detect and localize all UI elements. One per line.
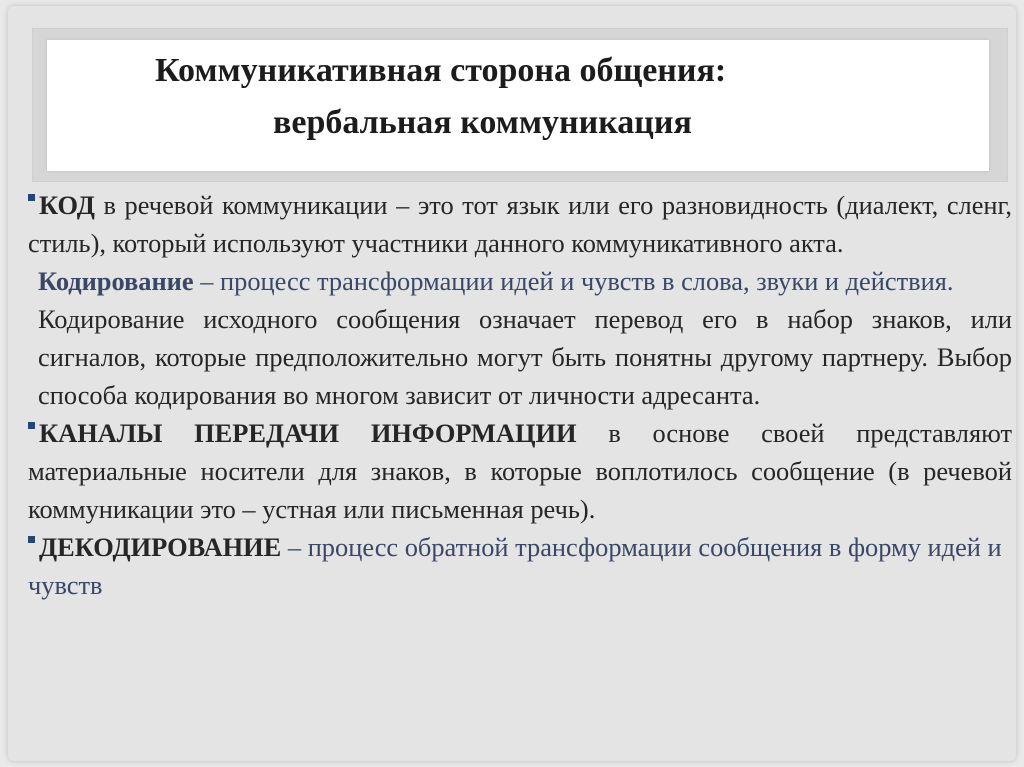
code-paragraph <box>28 186 1012 262</box>
encoding-term: Кодирование <box>38 266 194 296</box>
title-box <box>47 40 989 171</box>
channels-paragraph <box>28 414 1012 528</box>
code-text: в речевой коммуникации – это тот язык или его разновидность (диалект, сленг, стиль), который используют участники данного коммуникативного акта. <box>28 190 1012 258</box>
bullet-square-icon <box>28 536 35 543</box>
channels-text: в основе своей представляют материальные носители для знаков, в которые воплотилось сообщение (в речевой коммуникации это – устная или письменная речь). <box>28 418 1012 524</box>
decoding-term: ДЕКОДИРОВАНИЕ <box>39 532 282 562</box>
encoding-text: – процесс трансформации идей и чувств в слова, звуки и действия. <box>193 266 954 296</box>
channels-term: КАНАЛЫ ПЕРЕДАЧИ ИНФОРМАЦИИ <box>39 418 577 448</box>
slide <box>8 6 1016 761</box>
decoding-text: – процесс обратной трансформации сообщения в форму идей и чувств <box>28 532 1002 600</box>
decoding-paragraph <box>28 528 1012 604</box>
encoding-detail-paragraph: Кодирование исходного сообщения означает перевод его в набор знаков, или сигналов, которые предположительно могут быть понятны другому партнеру. Выбор способа кодирования во многом зависит от личности адресанта. <box>38 304 1012 410</box>
bullet-square-icon <box>28 194 35 201</box>
encoding-paragraph <box>28 262 1012 300</box>
slide-title-line-2: вербальная коммуникация <box>273 104 692 141</box>
code-term: КОД <box>39 190 95 220</box>
bullet-square-icon <box>28 422 35 429</box>
slide-title-line-1: Коммуникативная сторона общения: <box>155 52 727 89</box>
slide-content <box>28 186 1012 604</box>
